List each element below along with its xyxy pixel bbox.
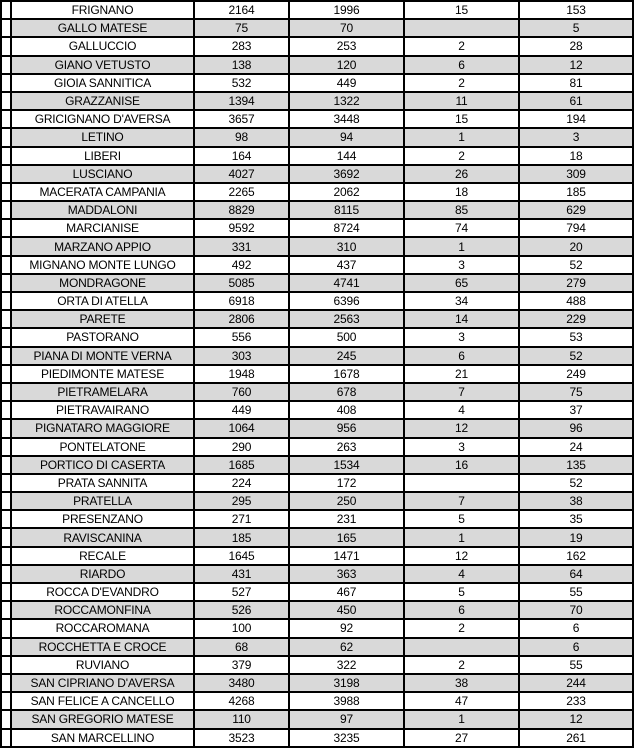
value-cell: 449 [194,401,289,419]
cutoff-edge-cell [1,110,11,128]
cutoff-edge-cell [1,547,11,565]
value-cell: 261 [519,729,633,747]
municipality-cell: PRATA SANNITA [11,474,194,492]
value-cell: 12 [519,710,633,728]
value-cell: 3692 [289,165,404,183]
value-cell: 379 [194,656,289,674]
value-cell: 224 [194,474,289,492]
value-cell: 94 [289,128,404,146]
value-cell: 165 [289,528,404,546]
cutoff-edge-cell [1,656,11,674]
table-row [1,37,633,55]
municipality-cell: ROCCAROMANA [11,619,194,637]
value-cell: 92 [289,619,404,637]
table-row [1,619,633,637]
value-cell: 38 [519,492,633,510]
table-row [1,492,633,510]
value-cell: 283 [194,37,289,55]
value-cell: 1645 [194,547,289,565]
value-cell: 70 [289,19,404,37]
value-cell: 271 [194,510,289,528]
value-cell: 532 [194,74,289,92]
value-cell: 2806 [194,310,289,328]
value-cell: 3 [404,256,519,274]
cutoff-edge-cell [1,638,11,656]
value-cell: 135 [519,456,633,474]
table-row [1,383,633,401]
table-row [1,401,633,419]
value-cell: 11 [404,92,519,110]
value-cell: 437 [289,256,404,274]
table-row [1,56,633,74]
value-cell: 138 [194,56,289,74]
value-cell: 7 [404,492,519,510]
value-cell: 2062 [289,183,404,201]
value-cell: 4027 [194,165,289,183]
table-row [1,365,633,383]
table-row [1,219,633,237]
value-cell: 263 [289,438,404,456]
value-cell: 144 [289,147,404,165]
table-row [1,147,633,165]
cutoff-edge-cell [1,474,11,492]
value-cell: 2265 [194,183,289,201]
table-row [1,347,633,365]
table-row [1,310,633,328]
cutoff-edge-cell [1,37,11,55]
table-row [1,165,633,183]
cutoff-edge-cell [1,256,11,274]
municipality-cell: FRIGNANO [11,1,194,19]
value-cell: 1 [404,237,519,255]
value-cell: 61 [519,92,633,110]
table-row [1,92,633,110]
value-cell: 6 [519,638,633,656]
value-cell: 120 [289,56,404,74]
value-cell: 488 [519,292,633,310]
value-cell: 3657 [194,110,289,128]
cutoff-edge-cell [1,419,11,437]
municipality-cell: GALLUCCIO [11,37,194,55]
table-row [1,656,633,674]
value-cell: 2 [404,74,519,92]
municipality-cell: PRATELLA [11,492,194,510]
municipality-cell: SAN FELICE A CANCELLO [11,692,194,710]
cutoff-edge-cell [1,56,11,74]
municipality-cell: RAVISCANINA [11,528,194,546]
value-cell: 64 [519,565,633,583]
value-cell: 500 [289,328,404,346]
value-cell: 194 [519,110,633,128]
cutoff-edge-cell [1,401,11,419]
cutoff-edge-cell [1,347,11,365]
value-cell: 6 [404,601,519,619]
value-cell: 8829 [194,201,289,219]
value-cell: 322 [289,656,404,674]
municipality-cell: GRAZZANISE [11,92,194,110]
value-cell: 15 [404,110,519,128]
value-cell: 35 [519,510,633,528]
value-cell: 1394 [194,92,289,110]
value-cell: 431 [194,565,289,583]
value-cell: 3448 [289,110,404,128]
table-row [1,1,633,19]
value-cell: 2 [404,619,519,637]
value-cell: 279 [519,274,633,292]
value-cell: 450 [289,601,404,619]
value-cell: 3 [404,438,519,456]
cutoff-edge-cell [1,710,11,728]
municipality-cell: MIGNANO MONTE LUNGO [11,256,194,274]
municipality-cell: MADDALONI [11,201,194,219]
value-cell: 303 [194,347,289,365]
municipality-cell: LETINO [11,128,194,146]
value-cell: 53 [519,328,633,346]
value-cell: 3 [404,328,519,346]
value-cell: 4741 [289,274,404,292]
value-cell: 96 [519,419,633,437]
value-cell: 6 [404,56,519,74]
value-cell: 1 [404,710,519,728]
value-cell: 5 [404,510,519,528]
value-cell: 449 [289,74,404,92]
value-cell: 14 [404,310,519,328]
table-row [1,547,633,565]
table-row [1,474,633,492]
value-cell: 62 [289,638,404,656]
value-cell: 185 [194,528,289,546]
value-cell: 81 [519,74,633,92]
municipality-cell: PRESENZANO [11,510,194,528]
value-cell: 467 [289,583,404,601]
municipality-cell: SAN GREGORIO MATESE [11,710,194,728]
value-cell: 164 [194,147,289,165]
value-cell: 408 [289,401,404,419]
table-row [1,710,633,728]
value-cell: 26 [404,165,519,183]
value-cell: 9592 [194,219,289,237]
value-cell: 55 [519,583,633,601]
municipality-cell: ROCCHETTA E CROCE [11,638,194,656]
cutoff-edge-cell [1,383,11,401]
municipality-cell: ROCCAMONFINA [11,601,194,619]
cutoff-edge-cell [1,274,11,292]
municipality-cell: RUVIANO [11,656,194,674]
table-row [1,692,633,710]
cutoff-edge-cell [1,674,11,692]
value-cell: 8115 [289,201,404,219]
value-cell: 4 [404,401,519,419]
cutoff-edge-cell [1,438,11,456]
table-row [1,74,633,92]
cutoff-edge-cell [1,619,11,637]
value-cell: 629 [519,201,633,219]
value-cell: 24 [519,438,633,456]
cutoff-edge-cell [1,510,11,528]
municipality-cell: GIOIA SANNITICA [11,74,194,92]
municipality-cell: GRICIGNANO D'AVERSA [11,110,194,128]
value-cell: 1534 [289,456,404,474]
table-row [1,565,633,583]
value-cell: 6918 [194,292,289,310]
value-cell: 2164 [194,1,289,19]
value-cell: 331 [194,237,289,255]
value-cell: 1471 [289,547,404,565]
value-cell: 363 [289,565,404,583]
value-cell: 6 [404,347,519,365]
value-cell: 310 [289,237,404,255]
table-row [1,528,633,546]
cutoff-edge-cell [1,74,11,92]
cutoff-edge-cell [1,1,11,19]
value-cell: 2 [404,147,519,165]
value-cell: 4 [404,565,519,583]
municipality-cell: GIANO VETUSTO [11,56,194,74]
value-cell: 556 [194,328,289,346]
value-cell: 3235 [289,729,404,747]
table-row [1,274,633,292]
table-row [1,201,633,219]
cutoff-edge-cell [1,692,11,710]
value-cell: 12 [404,547,519,565]
value-cell: 98 [194,128,289,146]
value-cell: 2563 [289,310,404,328]
municipality-cell: SAN CIPRIANO D'AVERSA [11,674,194,692]
value-cell: 1685 [194,456,289,474]
value-cell: 85 [404,201,519,219]
value-cell: 1948 [194,365,289,383]
municipality-cell: PARETE [11,310,194,328]
value-cell: 5085 [194,274,289,292]
value-cell: 185 [519,183,633,201]
value-cell: 16 [404,456,519,474]
cutoff-edge-cell [1,19,11,37]
value-cell: 74 [404,219,519,237]
value-cell: 229 [519,310,633,328]
value-cell: 20 [519,237,633,255]
cutoff-edge-cell [1,565,11,583]
value-cell: 75 [519,383,633,401]
value-cell: 12 [404,419,519,437]
value-cell: 3 [519,128,633,146]
value-cell: 28 [519,37,633,55]
cutoff-edge-cell [1,365,11,383]
table-row [1,456,633,474]
cutoff-edge-cell [1,147,11,165]
value-cell: 4268 [194,692,289,710]
value-cell: 21 [404,365,519,383]
value-cell: 70 [519,601,633,619]
value-cell: 18 [404,183,519,201]
municipality-cell: RIARDO [11,565,194,583]
value-cell: 3480 [194,674,289,692]
table-row [1,583,633,601]
cutoff-edge-cell [1,456,11,474]
cutoff-edge-cell [1,183,11,201]
value-cell: 1678 [289,365,404,383]
municipality-cell: PASTORANO [11,328,194,346]
cutoff-edge-cell [1,237,11,255]
value-cell: 5 [404,583,519,601]
value-cell: 37 [519,401,633,419]
municipality-cell: GALLO MATESE [11,19,194,37]
value-cell: 7 [404,383,519,401]
value-cell: 290 [194,438,289,456]
value-cell: 527 [194,583,289,601]
table-row [1,419,633,437]
value-cell: 760 [194,383,289,401]
value-cell: 55 [519,656,633,674]
value-cell: 492 [194,256,289,274]
table-row [1,510,633,528]
table-row [1,256,633,274]
cutoff-edge-cell [1,201,11,219]
cutoff-edge-cell [1,729,11,747]
table-row [1,638,633,656]
value-cell [404,19,519,37]
table-row [1,183,633,201]
municipality-cell: MARCIANISE [11,219,194,237]
value-cell: 75 [194,19,289,37]
value-cell: 65 [404,274,519,292]
value-cell: 8724 [289,219,404,237]
value-cell: 12 [519,56,633,74]
value-cell: 27 [404,729,519,747]
value-cell: 2 [404,656,519,674]
table-row [1,438,633,456]
value-cell: 245 [289,347,404,365]
cutoff-edge-cell [1,601,11,619]
cutoff-edge-cell [1,219,11,237]
municipality-cell: MARZANO APPIO [11,237,194,255]
value-cell: 5 [519,19,633,37]
value-cell: 47 [404,692,519,710]
value-cell: 1322 [289,92,404,110]
municipality-cell: RECALE [11,547,194,565]
value-cell: 678 [289,383,404,401]
municipality-cell: ORTA DI ATELLA [11,292,194,310]
municipality-cell: PIEDIMONTE MATESE [11,365,194,383]
value-cell: 253 [289,37,404,55]
value-cell: 2 [404,37,519,55]
value-cell [404,474,519,492]
municipality-cell: ROCCA D'EVANDRO [11,583,194,601]
table-row [1,128,633,146]
value-cell: 52 [519,474,633,492]
value-cell: 244 [519,674,633,692]
value-cell: 6 [519,619,633,637]
table-row [1,19,633,37]
municipality-cell: LUSCIANO [11,165,194,183]
municipality-cell: MONDRAGONE [11,274,194,292]
value-cell: 3988 [289,692,404,710]
value-cell: 231 [289,510,404,528]
value-cell: 110 [194,710,289,728]
value-cell: 15 [404,1,519,19]
municipality-cell: PORTICO DI CASERTA [11,456,194,474]
value-cell: 18 [519,147,633,165]
municipality-cell: PIETRAMELARA [11,383,194,401]
table-row [1,237,633,255]
table-row [1,674,633,692]
value-cell: 52 [519,256,633,274]
value-cell: 100 [194,619,289,637]
cutoff-edge-cell [1,328,11,346]
table-row [1,601,633,619]
municipality-cell: PIANA DI MONTE VERNA [11,347,194,365]
municipality-cell: LIBERI [11,147,194,165]
value-cell: 6396 [289,292,404,310]
value-cell: 1064 [194,419,289,437]
value-cell: 3523 [194,729,289,747]
cutoff-edge-cell [1,528,11,546]
value-cell: 19 [519,528,633,546]
value-cell: 794 [519,219,633,237]
value-cell: 1996 [289,1,404,19]
value-cell: 233 [519,692,633,710]
cutoff-edge-cell [1,128,11,146]
value-cell: 1 [404,128,519,146]
table-row [1,110,633,128]
value-cell: 526 [194,601,289,619]
cutoff-edge-cell [1,492,11,510]
value-cell: 162 [519,547,633,565]
cutoff-edge-cell [1,583,11,601]
value-cell: 3198 [289,674,404,692]
cutoff-edge-cell [1,292,11,310]
value-cell: 309 [519,165,633,183]
value-cell [404,638,519,656]
table-body [1,1,633,747]
municipality-cell: PONTELATONE [11,438,194,456]
table-row [1,328,633,346]
cutoff-edge-cell [1,310,11,328]
table-row [1,292,633,310]
value-cell: 34 [404,292,519,310]
municipality-cell: SAN MARCELLINO [11,729,194,747]
value-cell: 52 [519,347,633,365]
value-cell: 68 [194,638,289,656]
value-cell: 97 [289,710,404,728]
value-cell: 956 [289,419,404,437]
table-row [1,729,633,747]
value-cell: 172 [289,474,404,492]
value-cell: 1 [404,528,519,546]
value-cell: 295 [194,492,289,510]
value-cell: 250 [289,492,404,510]
cutoff-edge-cell [1,92,11,110]
value-cell: 249 [519,365,633,383]
cutoff-edge-cell [1,165,11,183]
municipality-cell: PIETRAVAIRANO [11,401,194,419]
value-cell: 38 [404,674,519,692]
municipality-cell: MACERATA CAMPANIA [11,183,194,201]
value-cell: 153 [519,1,633,19]
municipality-cell: PIGNATARO MAGGIORE [11,419,194,437]
